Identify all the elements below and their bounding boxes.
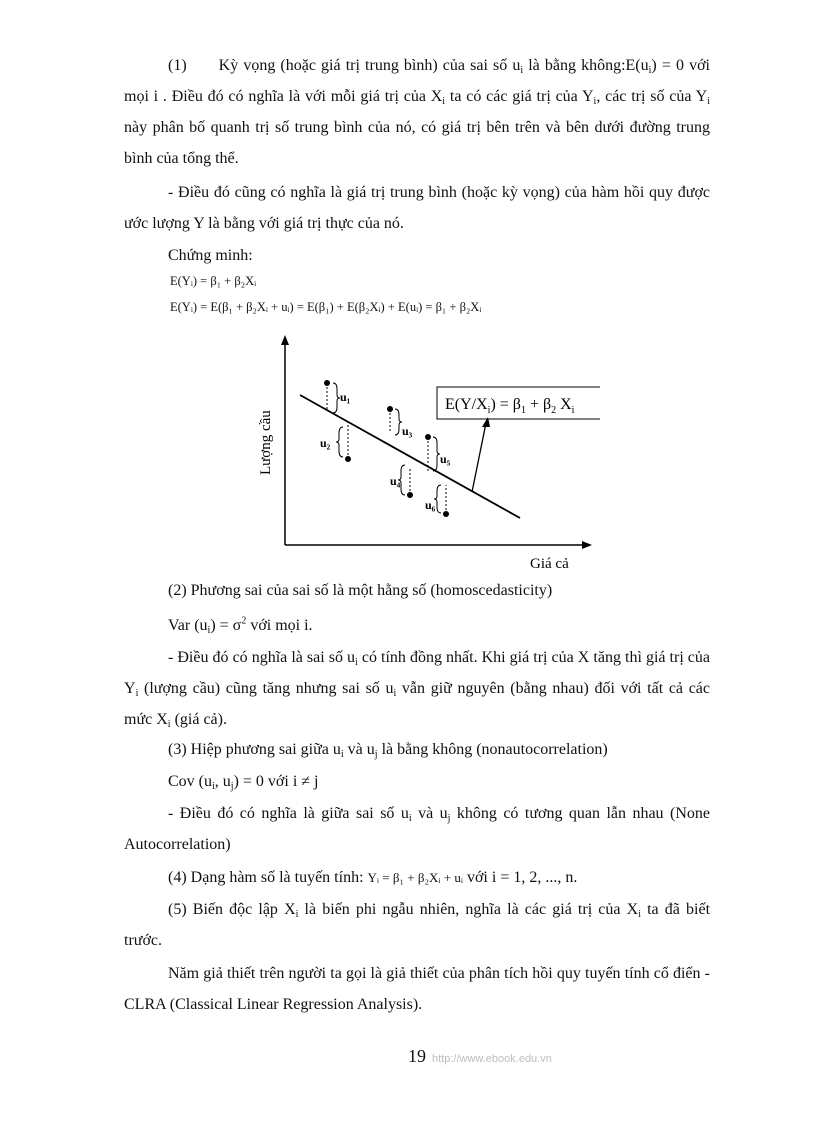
paragraph-homoscedasticity: (2) Phương sai của sai số là một hằng số (homoscedasticity) — [168, 582, 553, 599]
paragraph-meaning: - Điều đó cũng có nghĩa là giá trị trung bình (hoặc kỳ vọng) của hàm hồi quy được ước lượng Y là bằng với giá trị thực của nó. — [124, 184, 710, 232]
covariance-line: Cov ($u_i$, $u_j) = 0$ với i ≠ j — [168, 773, 319, 792]
paragraph-linear-form: (4) Dạng hàm số là tuyến tính: Yᵢ = β₁ + β₂Xᵢ + uᵢ với i = 1, 2, ..., n. — [168, 869, 578, 886]
y-axis-label: Lượng cầu — [258, 410, 274, 475]
label-arrow — [472, 423, 486, 492]
footer-url[interactable]: http://www.ebook.edu.vn — [432, 1053, 552, 1065]
paragraph-clra: Năm giả thiết trên người ta gọi là giả thiết của phân tích hồi quy tuyến tính cổ điển - CLRA (Classical Linear Regression Analysis). — [124, 965, 710, 1013]
error-labels — [320, 390, 451, 512]
label-u1: u₁ — [340, 390, 351, 404]
equation-2: E(Yᵢ) = E(β₁ + β₂Xᵢ + uᵢ) = E(β₁) + E(β₂Xᵢ) + E(uᵢ) = β₁ + β₂Xᵢ — [170, 300, 482, 314]
paragraph-expectation: (1) Kỳ vọng (hoặc giá trị trung bình) của sai số $u_i$ là bằng $không:E(u_i) = 0$ với mọi i . Điều đó có nghĩa là với mỗi giá trị của $X_i$ ta có các giá trị của $Y_i$, các trị số của $Y_i$ này phân bố quanh trị số trung bình của nó, có giá trị bên trên và bên dưới đường trung bình của tổng thể. — [124, 57, 710, 167]
label-u2: u₂ — [320, 436, 331, 450]
paragraph-covariance: (3) Hiệp phương sai giữa $u_i$ và $u_j$ là bằng không (nonautocorrelation) — [168, 741, 608, 760]
label-box — [437, 387, 600, 419]
page-number: 19 — [408, 1046, 426, 1066]
label-u5: u₅ — [440, 452, 451, 466]
label-u6: u₆ — [425, 498, 436, 512]
paragraph-autocorrelation: - Điều đó có nghĩa là giữa sai số $u_i$ và $u_j$ không có tương quan lẫn nhau (None Autocorrelation) — [124, 805, 710, 853]
regression-figure — [240, 335, 600, 575]
x-axis-label: Giá cả — [530, 556, 569, 572]
proof-label: Chứng minh: — [168, 247, 253, 264]
variance-line: Var $(u_i) = \sigma^2$ với mọi i. — [168, 615, 313, 636]
paragraph-nonrandom: (5) Biến độc lập $X_i$ là biến phi ngẫu nhiên, nghĩa là các giá trị của $X_i$ ta đã biết trước. — [124, 901, 711, 949]
label-u4: u₄ — [390, 474, 401, 488]
paragraph-homoscedasticity-meaning: - Điều đó có nghĩa là sai số $u_i$ có tính đồng nhất. Khi giá trị của X tăng thì giá trị của $Y_i$ (lượng cầu) cũng tăng nhưng sai số $u_i$ vẫn giữ nguyên (bằng nhau) đối với tất cả các mức $X_i$ (giá cả). — [124, 649, 711, 730]
linear-equation: Yᵢ = β₁ + β₂Xᵢ + uᵢ — [367, 870, 463, 885]
regression-equation-label: $E(Y/X_i) = \beta_1 + \beta_2$ $X_i$ — [445, 396, 575, 416]
equation-1: E(Yᵢ) = β₁ + β₂Xᵢ — [170, 274, 257, 288]
page-footer — [408, 1046, 552, 1067]
label-u3: u₃ — [402, 424, 413, 438]
item-number: (1) — [168, 57, 187, 74]
